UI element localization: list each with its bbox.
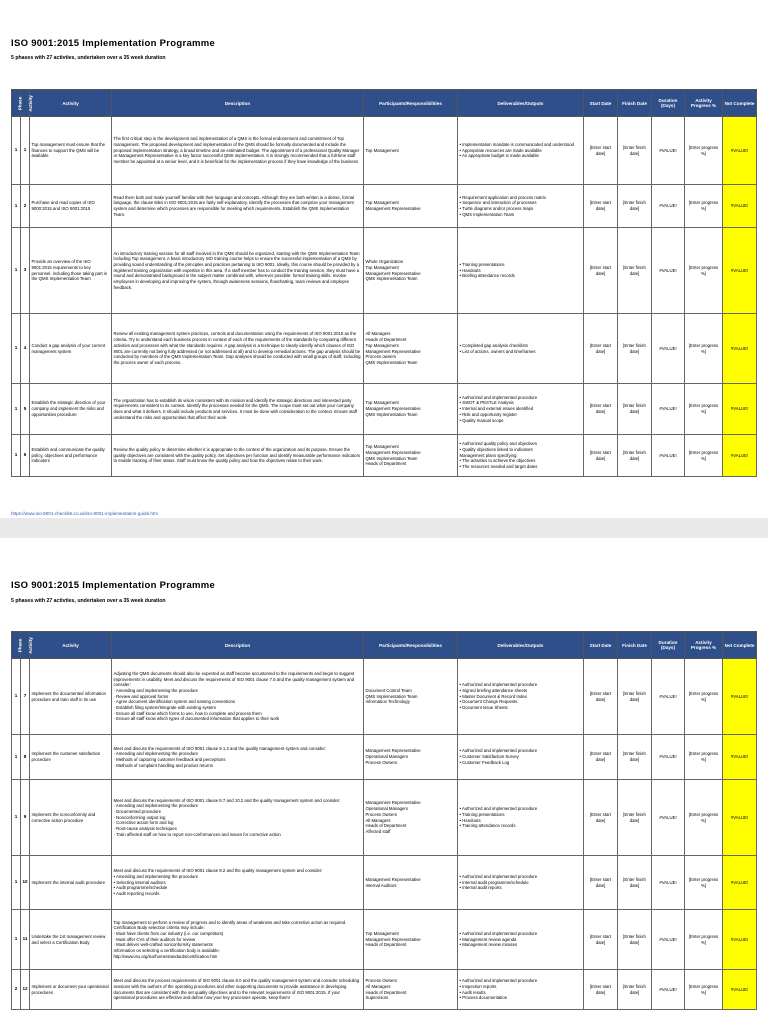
deliverables-cell: • Authorized quality policy and objectives • Quality objectives linked to indicators Management plans specifying: • The activities to achieve the objectives • The resources needed and target dates — [458, 435, 584, 477]
description-cell: Read them both and make yourself familiar with their language and concepts. Although they are both written in a dense, formal language, the clause titles in ISO 9001:2015 are fairly self-explanatory. Identify the processes that comprise your management system and determine which processes are responsible for meeting which requirements. Establish the QMS Implementation Team. — [112, 185, 364, 228]
activity-number-cell: 11 — [21, 910, 30, 970]
programme-table — [11, 631, 757, 1010]
page-title: ISO 9001:2015 Implementation Programme — [11, 580, 216, 591]
finish-date-cell[interactable]: [Enter finish date] — [618, 780, 652, 856]
progress-cell[interactable]: [Enter progress %] — [685, 856, 723, 910]
header-duration: Duration (Days) — [652, 90, 685, 117]
description-cell: An introductory training session for all staff involved in the QMS should be organized, starting with the QMS Implementation Team including Top management. A basic introductory ISO training course helps to ensure the successful implementation of a QMS by providing sound understanding of the principles and practices pertaining to ISO 9001. Ideally, this course should be provided by a registered training organization with expertise in this area. If a staff member has to conduct the training session, they must have a sound and demonstrated background in the subject matter combined with, wherever possible: formal training skills. Involve employees in developing and improving the system, through awareness sessions, flowcharting, team reviews and employee feedback. — [112, 228, 364, 314]
not-complete-cell: #VALUE! — [723, 228, 757, 314]
phase-cell: 1 — [12, 735, 21, 780]
activity-number-cell: 1 — [21, 117, 30, 185]
deliverables-cell: • Authorized and implemented procedure • Customer Satisfaction Survey • Customer Feedback Log — [458, 735, 584, 780]
not-complete-cell: #VALUE! — [723, 856, 757, 910]
source-link[interactable]: https://www.iso-9001-checklist.co.uk/iso-9001-implementation-guide.htm — [11, 511, 159, 516]
activity-cell: Implement the nonconformity and corrective action procedure — [30, 780, 112, 856]
description-cell: Meet and discuss the process requirements of ISO 9001 clause 8.0 and the quality management system and consider scheduling sessions with the authors of the operating procedures and other supporting documents to provide assistance in developing documents that are consistent with the set quality objectives and to the relevant requirements of ISO 9001:2015. If your operational procedures are effective and define how your key processes operate, keep them! — [112, 970, 364, 1010]
phase-cell: 1 — [12, 910, 21, 970]
finish-date-cell[interactable]: [Enter finish date] — [618, 735, 652, 780]
phase-cell: 2 — [12, 970, 21, 1010]
deliverables-cell: • Authorized and implemented procedure • Management review agenda • Management review minutes — [458, 910, 584, 970]
not-complete-cell: #VALUE! — [723, 910, 757, 970]
deliverables-cell: • Completed gap analysis checklists • List of actions, owners and timeframes — [458, 314, 584, 384]
not-complete-cell: #VALUE! — [723, 185, 757, 228]
table-row — [12, 314, 757, 384]
activity-number-cell: 5 — [21, 384, 30, 435]
deliverables-cell: • Implementation mandate is communicated and understood • Appropriate resources are made available • An appropriate budget is made available — [458, 117, 584, 185]
table-row — [12, 780, 757, 856]
deliverables-cell: • Authorized and implemented procedure • Training presentations • Handouts • Training attendance records — [458, 780, 584, 856]
not-complete-cell: #VALUE! — [723, 117, 757, 185]
table-row — [12, 910, 757, 970]
activity-number-cell: 6 — [21, 435, 30, 477]
activity-cell: Implement or document your operational procedures — [30, 970, 112, 1010]
description-cell: Meet and discuss the requirements of ISO 9001 clause 9.2 and the quality management system and consider: • Amending and implementing the procedure • Selecting internal auditors • Audit programme/schedule • Audit reporting records — [112, 856, 364, 910]
duration-cell: #VALUE! — [652, 228, 685, 314]
phase-cell: 1 — [12, 185, 21, 228]
phase-cell: 1 — [12, 117, 21, 185]
progress-cell[interactable]: [Enter progress %] — [685, 185, 723, 228]
header-not-complete: Not Complete — [723, 632, 757, 659]
table-row — [12, 856, 757, 910]
header-finish-date: Finish Date — [618, 632, 652, 659]
header-activity: Activity — [30, 90, 112, 117]
header-phase: Phase — [12, 632, 21, 659]
page-title: ISO 9001:2015 Implementation Programme — [11, 38, 216, 49]
start-date-cell[interactable]: [Enter start date] — [584, 314, 618, 384]
header-activity-number: Activity — [21, 90, 30, 117]
deliverables-cell: • Authorized and implemented procedure • SWOT & PESTLE Analysis • Internal and external issues identified • Risk and opportunity register • Quality manual scope — [458, 384, 584, 435]
finish-date-cell[interactable]: [Enter finish date] — [618, 659, 652, 735]
participants-cell: Top Management — [364, 117, 458, 185]
header-deliverables: Deliverables/Outputs — [458, 632, 584, 659]
header-deliverables: Deliverables/Outputs — [458, 90, 584, 117]
progress-cell[interactable]: [Enter progress %] — [685, 384, 723, 435]
header-participants: Participants/Responsibilities — [364, 90, 458, 117]
header-description: Description — [112, 632, 364, 659]
table-row — [12, 735, 757, 780]
deliverables-cell: • Authorized and implemented procedure • Signed briefing attendance sheets • Master Document & Record Index • Document Change Requests • Document Issue Sheets — [458, 659, 584, 735]
header-phase: Phase — [12, 90, 21, 117]
progress-cell[interactable]: [Enter progress %] — [685, 910, 723, 970]
finish-date-cell[interactable]: [Enter finish date] — [618, 185, 652, 228]
activity-cell: Implement the customer satisfaction procedure — [30, 735, 112, 780]
progress-cell[interactable]: [Enter progress %] — [685, 117, 723, 185]
phase-cell: 1 — [12, 435, 21, 477]
not-complete-cell: #VALUE! — [723, 659, 757, 735]
table-row — [12, 228, 757, 314]
finish-date-cell[interactable]: [Enter finish date] — [618, 228, 652, 314]
phase-cell: 1 — [12, 228, 21, 314]
page-subtitle: 5 phases with 27 activties, undertaken over a 35 week duration — [11, 598, 166, 604]
activity-number-cell: 8 — [21, 735, 30, 780]
description-cell: Top management to perform a review of progress and to identify areas of weakness and take corrective action as required. Certification Body selection criteria may include: · Must have clients from our industry (i.e. our competitors) · Must offer CVs of their auditors for review · Must deliver well-crafted nonconformity statements Information on selecting a certification body is available: http://www.iso.org/iso/home/standards/certification.htm — [112, 910, 364, 970]
table-row — [12, 435, 757, 477]
description-cell: Review all existing management system practices, controls and documentation using the requirements of ISO 9001:2015 as the criteria. Try to understand each business process in context of each of the requirements of the standards by comparing different activities and processes with what the standards requires. A gap analysis is a technique to clearly identify which clauses of ISO 9001 are currently not being fully addressed (or not addressed at all) and to develop remedial actions. The gap analysis should be conducted by members of the QMS Implementation Team. Gap analyses should be conducted with small groups of staff, including the process owner of each process. — [112, 314, 364, 384]
start-date-cell[interactable]: [Enter start date] — [584, 117, 618, 185]
duration-cell: #VALUE! — [652, 659, 685, 735]
duration-cell: #VALUE! — [652, 910, 685, 970]
duration-cell: #VALUE! — [652, 735, 685, 780]
progress-cell[interactable]: [Enter progress %] — [685, 659, 723, 735]
header-start-date: Start Date — [584, 90, 618, 117]
activity-number-cell: 7 — [21, 659, 30, 735]
activity-number-cell: 10 — [21, 856, 30, 910]
activity-cell: Implement the internal audit procedure — [30, 856, 112, 910]
phase-cell: 1 — [12, 780, 21, 856]
start-date-cell[interactable]: [Enter start date] — [584, 910, 618, 970]
deliverables-cell: • Authorized and implemented procedure • Inspection reports • Audit results • Process documentation — [458, 970, 584, 1010]
activity-cell: Establish and communicate the quality policy, objectives and performance indicators — [30, 435, 112, 477]
duration-cell: #VALUE! — [652, 384, 685, 435]
table-row — [12, 185, 757, 228]
header-activity: Activity — [30, 632, 112, 659]
participants-cell: Top Management Management Representative Heads of Department — [364, 910, 458, 970]
phase-cell: 1 — [12, 856, 21, 910]
table-row — [12, 970, 757, 1010]
description-cell: The organization has to establish its vision consistent with its mission and identify the strategic directions and interested party requirements consistent to its context. Identify the processes needed for the QMS. The scope must set out what your company does and what it delivers. It should include products and services. It must be done with consideration to the context. Ensure staff understand the risks and opportunities that affect their work. — [112, 384, 364, 435]
start-date-cell[interactable]: [Enter start date] — [584, 659, 618, 735]
description-cell: The first critical step in the development and implementation of a QMS is the formal endorsement and commitment of Top management. The proposed development and implementation of the QMS should be formally documented and include the proposed implementation strategy, a broad timeline and an estimated budget. The appointment of a professional Quality Manager or Management Representative is a key factor successful QMS implementation. It is strongly recommended that a full-time staff member be appointed at a senior level, and it is beneficial for the implementation process if they have knowledge of the business — [112, 117, 364, 185]
duration-cell: #VALUE! — [652, 435, 685, 477]
table-row — [12, 117, 757, 185]
description-cell: Meet and discuss the requirements of ISO 9001 clause 8.7 and 10.2 and the quality management system and consider: · Amending and implementing the procedure · Documented procedure · Nonconforming output log · Corrective action form and log · Root-cause analysis techniques · Train affected staff on how to report non-conformances and issues for corrective action — [112, 780, 364, 856]
phase-cell: 1 — [12, 384, 21, 435]
header-progress: Activity Progress % — [685, 90, 723, 117]
participants-cell: Top Management Management Representative — [364, 185, 458, 228]
duration-cell: #VALUE! — [652, 780, 685, 856]
progress-cell[interactable]: [Enter progress %] — [685, 435, 723, 477]
not-complete-cell: #VALUE! — [723, 970, 757, 1010]
start-date-cell[interactable]: [Enter start date] — [584, 780, 618, 856]
finish-date-cell[interactable]: [Enter finish date] — [618, 970, 652, 1010]
phase-cell: 1 — [12, 314, 21, 384]
activity-cell: Conduct a gap analysis of your current management system — [30, 314, 112, 384]
activity-cell: Implement the documented information procedure and train staff in its use — [30, 659, 112, 735]
start-date-cell[interactable]: [Enter start date] — [584, 970, 618, 1010]
start-date-cell[interactable]: [Enter start date] — [584, 185, 618, 228]
duration-cell: #VALUE! — [652, 856, 685, 910]
start-date-cell[interactable]: [Enter start date] — [584, 856, 618, 910]
page-divider — [0, 518, 768, 538]
participants-cell: Top Management Management Representative QMS Implementation Team Heads of Department — [364, 435, 458, 477]
deliverables-cell: • Authorized and implemented procedure • Internal audit programme/schedule • Internal audit reports — [458, 856, 584, 910]
activity-number-cell: 2 — [21, 185, 30, 228]
description-cell: Review the quality policy to determine whether it is appropriate to the context of the organization and its purpose. Ensure the quality objectives are consistent with the quality policy. Set objectives per function and identify measurable performance indicators to enable tracking of their status. Staff must know the quality policy and how the objectives relate to their work. — [112, 435, 364, 477]
header-participants: Participants/Responsibilities — [364, 632, 458, 659]
header-activity-number: Activity — [21, 632, 30, 659]
activity-cell: Top management must ensure that the finances to support the QMS will be available — [30, 117, 112, 185]
participants-cell: Document Control Team QMS Implementation Team Information Technology — [364, 659, 458, 735]
table-row — [12, 384, 757, 435]
activity-number-cell: 3 — [21, 228, 30, 314]
phase-cell: 1 — [12, 659, 21, 735]
finish-date-cell[interactable]: [Enter finish date] — [618, 117, 652, 185]
deliverables-cell: • Requirement application and process matrix • Sequence and interaction of processes • Turtle diagrams and/or process maps • QMS Implementation Team — [458, 185, 584, 228]
activity-number-cell: 9 — [21, 780, 30, 856]
table-header-row — [12, 632, 757, 659]
finish-date-cell[interactable]: [Enter finish date] — [618, 910, 652, 970]
finish-date-cell[interactable]: [Enter finish date] — [618, 384, 652, 435]
duration-cell: #VALUE! — [652, 185, 685, 228]
start-date-cell[interactable]: [Enter start date] — [584, 228, 618, 314]
description-cell: Adjusting the QMS documents should also be expected as staff become accustomed to the requirements and begin to suggest improvements in usability. Meet and discuss the requirements of ISO 9001 clause 7.5 and the quality management system and consider: · Amending and implementing the procedure · Review and approval forms · Agree document identification system and naming conventions · Establish filing system/Integrate with existing system · Ensure all staff know which forms to use, how to complete and process them · Ensure all staff know which types of documented information that applies to their work — [112, 659, 364, 735]
activity-cell: Provide an overview of the ISO 9001:2015 requirements to key personnel, including those taking part in the QMS Implementation Team — [30, 228, 112, 314]
participants-cell: Top Management Management Representative QMS Implementation Team — [364, 384, 458, 435]
table-header-row — [12, 90, 757, 117]
finish-date-cell[interactable]: [Enter finish date] — [618, 856, 652, 910]
progress-cell[interactable]: [Enter progress %] — [685, 228, 723, 314]
progress-cell[interactable]: [Enter progress %] — [685, 780, 723, 856]
activity-cell: Establish the strategic direction of your company and implement the risks and opportunities procedure — [30, 384, 112, 435]
activity-number-cell: 12 — [21, 970, 30, 1010]
participants-cell: All Managers Heads of Department Top Management Management Representative Process owners QMS Implementation Team — [364, 314, 458, 384]
table-row — [12, 659, 757, 735]
header-description: Description — [112, 90, 364, 117]
participants-cell: Management Representative Operational Managers Process Owners — [364, 735, 458, 780]
not-complete-cell: #VALUE! — [723, 735, 757, 780]
participants-cell: Management Representative Operational Managers Process Owners All Managers Heads of Department Affected staff — [364, 780, 458, 856]
header-finish-date: Finish Date — [618, 90, 652, 117]
not-complete-cell: #VALUE! — [723, 435, 757, 477]
header-duration: Duration (Days) — [652, 632, 685, 659]
not-complete-cell: #VALUE! — [723, 780, 757, 856]
participants-cell: Process Owners All Managers Heads of Department Supervisors — [364, 970, 458, 1010]
description-cell: Meet and discuss the requirements of ISO 9001 clause 9.1.2 and the quality management system and consider: · Amending and implementing the procedure · Methods of capturing customer feedback and perceptions · Methods of complaint handling and product returns — [112, 735, 364, 780]
activity-number-cell: 4 — [21, 314, 30, 384]
not-complete-cell: #VALUE! — [723, 384, 757, 435]
start-date-cell[interactable]: [Enter start date] — [584, 435, 618, 477]
programme-table — [11, 89, 757, 477]
deliverables-cell: • Training presentations • Handouts • Briefing attendance records — [458, 228, 584, 314]
start-date-cell[interactable]: [Enter start date] — [584, 384, 618, 435]
header-not-complete: Not Complete — [723, 90, 757, 117]
progress-cell[interactable]: [Enter progress %] — [685, 314, 723, 384]
duration-cell: #VALUE! — [652, 970, 685, 1010]
header-progress: Activity Progress % — [685, 632, 723, 659]
activity-cell: Undertake the 1st management review and select a Certification Body — [30, 910, 112, 970]
participants-cell: Management Representative Internal Auditors — [364, 856, 458, 910]
not-complete-cell: #VALUE! — [723, 314, 757, 384]
duration-cell: #VALUE! — [652, 117, 685, 185]
page-subtitle: 5 phases with 27 activties, undertaken over a 35 week duration — [11, 55, 166, 61]
finish-date-cell[interactable]: [Enter finish date] — [618, 314, 652, 384]
duration-cell: #VALUE! — [652, 314, 685, 384]
header-start-date: Start Date — [584, 632, 618, 659]
progress-cell[interactable]: [Enter progress %] — [685, 735, 723, 780]
progress-cell[interactable]: [Enter progress %] — [685, 970, 723, 1010]
activity-cell: Purchase and read copies of ISO 9000:2015 and ISO 9001:2015 — [30, 185, 112, 228]
start-date-cell[interactable]: [Enter start date] — [584, 735, 618, 780]
finish-date-cell[interactable]: [Enter finish date] — [618, 435, 652, 477]
participants-cell: Whole Organization Top Management Management Representative QMS Implementation Team — [364, 228, 458, 314]
